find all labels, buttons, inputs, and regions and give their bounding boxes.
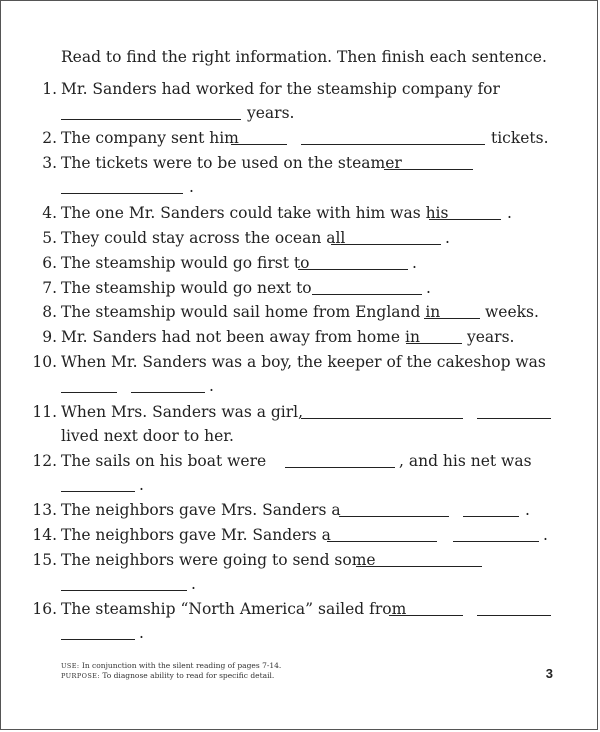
question-tail: years. (467, 328, 515, 346)
question-number: 1. (42, 80, 57, 98)
answer-blank[interactable] (61, 639, 135, 640)
answer-blank[interactable] (463, 516, 519, 517)
answer-blank[interactable] (301, 418, 463, 419)
question-text: The sails on his boat were (61, 452, 267, 470)
question-text: The neighbors were going to send some (61, 551, 376, 569)
question-number: 13. (32, 501, 57, 519)
question-tail: . (209, 377, 214, 395)
answer-blank[interactable] (424, 318, 480, 319)
question-16-continued (1, 624, 599, 646)
question-2 (1, 129, 599, 151)
question-16 (1, 600, 599, 622)
question-1-continued (1, 104, 599, 126)
answer-blank[interactable] (327, 541, 437, 542)
answer-blank[interactable] (477, 418, 551, 419)
question-text: The company sent him (61, 129, 239, 147)
footer-notes (61, 661, 281, 681)
answer-blank[interactable] (298, 269, 408, 270)
question-number: 3. (42, 154, 57, 172)
question-1 (1, 80, 599, 102)
question-tail: . (543, 526, 548, 544)
question-text: The steamship would go next to (61, 279, 312, 297)
question-10 (1, 353, 599, 375)
question-13 (1, 501, 599, 523)
question-text: The steamship “North America” sailed from (61, 600, 407, 618)
answer-blank[interactable] (61, 392, 117, 393)
question-10-continued (1, 377, 599, 399)
answer-blank[interactable] (331, 244, 441, 245)
answer-blank[interactable] (301, 144, 485, 145)
answer-blank[interactable] (285, 467, 395, 468)
question-11 (1, 403, 599, 425)
question-tail: years. (247, 104, 295, 122)
question-12-continued (1, 476, 599, 498)
question-tail: weeks. (485, 303, 539, 321)
question-text: Mr. Sanders had not been away from home in (61, 328, 420, 346)
answer-blank[interactable] (477, 615, 551, 616)
question-9 (1, 328, 599, 350)
question-number: 12. (32, 452, 57, 470)
question-3-continued (1, 178, 599, 200)
answer-blank[interactable] (61, 590, 187, 591)
answer-blank[interactable] (339, 516, 449, 517)
question-number: 14. (32, 526, 57, 544)
question-tail: lived next door to her. (61, 427, 234, 445)
purpose-label: PURPOSE: (61, 672, 100, 680)
question-8 (1, 303, 599, 325)
answer-blank[interactable] (356, 566, 482, 567)
question-tail: tickets. (491, 129, 549, 147)
question-number: 16. (32, 600, 57, 618)
answer-blank[interactable] (389, 615, 463, 616)
question-number: 7. (42, 279, 57, 297)
question-15-continued (1, 575, 599, 597)
instructions: Read to find the right information. Then finish each sentence. (61, 48, 547, 66)
answer-blank[interactable] (61, 193, 183, 194)
question-text: The steamship would go first to (61, 254, 310, 272)
question-3 (1, 154, 599, 176)
question-tail: . (139, 476, 144, 494)
question-tail: . (191, 575, 196, 593)
use-text: In conjunction with the silent reading of pages 7-14. (81, 661, 282, 670)
question-tail: . (139, 624, 144, 642)
question-tail: . (507, 204, 512, 222)
question-11-continued (1, 427, 599, 449)
answer-blank[interactable] (312, 294, 422, 295)
question-12 (1, 452, 599, 474)
answer-blank[interactable] (131, 392, 205, 393)
question-text: The tickets were to be used on the steamer (61, 154, 402, 172)
question-number: 6. (42, 254, 57, 272)
question-tail: . (445, 229, 450, 247)
purpose-note (61, 671, 281, 681)
question-text: When Mrs. Sanders was a girl, (61, 403, 304, 421)
question-text: When Mr. Sanders was a boy, the keeper of the cakeshop was (61, 353, 546, 371)
question-number: 8. (42, 303, 57, 321)
answer-blank[interactable] (384, 169, 473, 170)
question-number: 4. (42, 204, 57, 222)
question-number: 11. (32, 403, 57, 421)
answer-blank[interactable] (231, 144, 287, 145)
purpose-text: To diagnose ability to read for specific detail. (102, 671, 275, 680)
question-5 (1, 229, 599, 251)
question-7 (1, 279, 599, 301)
question-6 (1, 254, 599, 276)
question-text: The steamship would sail home from England in (61, 303, 441, 321)
question-15 (1, 551, 599, 573)
question-text: Mr. Sanders had worked for the steamship company for (61, 80, 500, 98)
question-text: They could stay across the ocean all (61, 229, 346, 247)
question-text: The neighbors gave Mr. Sanders a (61, 526, 331, 544)
question-tail: . (525, 501, 530, 519)
question-tail: . (426, 279, 431, 297)
question-tail: . (189, 178, 194, 196)
question-number: 15. (32, 551, 57, 569)
question-number: 2. (42, 129, 57, 147)
answer-blank[interactable] (429, 219, 501, 220)
question-tail: , and his net was (399, 452, 532, 470)
question-number: 9. (42, 328, 57, 346)
use-label: USE: (61, 662, 80, 670)
use-note (61, 661, 281, 671)
answer-blank[interactable] (406, 343, 462, 344)
question-text: The neighbors gave Mrs. Sanders a (61, 501, 341, 519)
question-14 (1, 526, 599, 548)
answer-blank[interactable] (61, 119, 241, 120)
answer-blank[interactable] (453, 541, 539, 542)
question-4 (1, 204, 599, 226)
answer-blank[interactable] (61, 491, 135, 492)
question-tail: . (412, 254, 417, 272)
question-number: 5. (42, 229, 57, 247)
page-number: 3 (545, 666, 553, 681)
question-number: 10. (32, 353, 57, 371)
question-text: The one Mr. Sanders could take with him was his (61, 204, 449, 222)
